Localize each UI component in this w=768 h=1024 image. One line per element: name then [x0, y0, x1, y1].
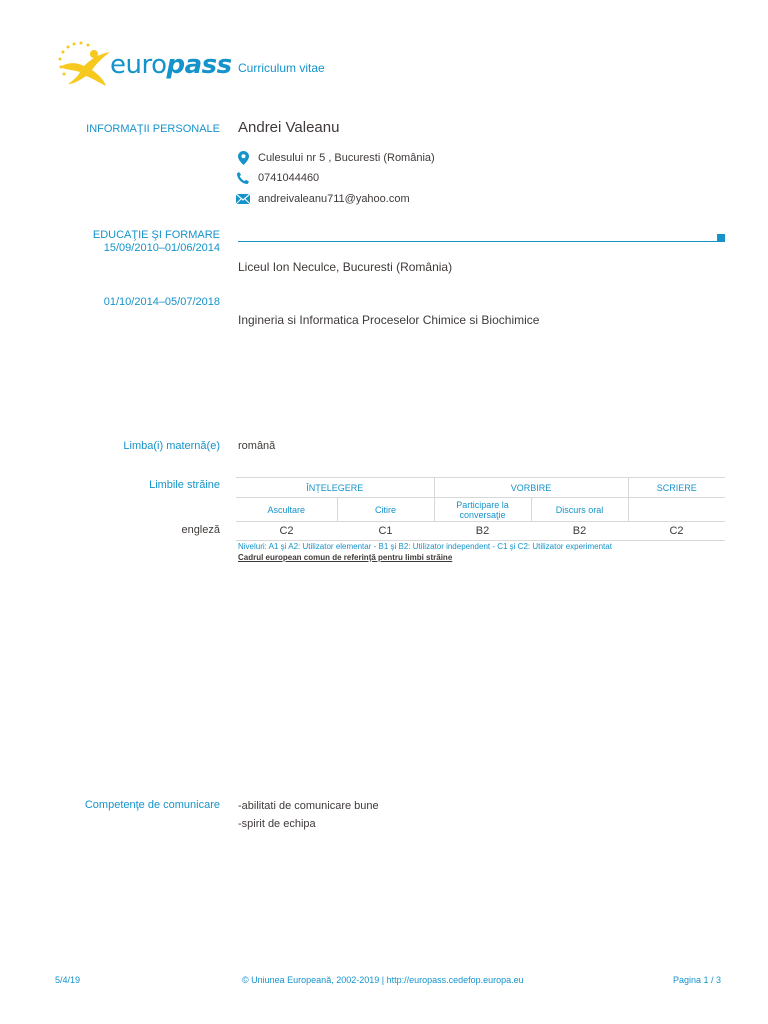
phone-text: 0741044460	[258, 172, 320, 184]
language-table	[236, 477, 725, 541]
location-pin-icon	[236, 151, 250, 165]
sub-header-production: Discurs oral	[531, 498, 628, 522]
person-name: Andrei Valeanu	[238, 119, 340, 136]
language-sub-header-row	[236, 498, 725, 522]
document-title: Curriculum vitae	[238, 61, 325, 75]
mother-tongue-value: română	[238, 440, 276, 452]
education-dates-1: 15/09/2010–01/06/2014	[103, 242, 220, 254]
address-text: Culesului nr 5 , Bucuresti (România)	[258, 152, 435, 164]
sub-header-writing	[628, 498, 725, 522]
mother-tongue-label: Limba(i) maternă(e)	[123, 440, 220, 452]
footer-date: 5/4/19	[55, 975, 81, 985]
level-interaction: B2	[434, 522, 531, 541]
education-title-1: Liceul Ion Neculce, Bucuresti (România)	[238, 260, 453, 274]
phone-row	[236, 171, 319, 185]
sub-header-interaction: Participare la conversaţie	[434, 498, 531, 522]
address-row	[236, 151, 435, 165]
sub-header-listening: Ascultare	[236, 498, 337, 522]
footer-page-number: Pagina 1 / 3	[672, 975, 721, 985]
communication-item-2: -spirit de echipa	[238, 818, 316, 830]
personal-info-label: INFORMAŢII PERSONALE	[86, 123, 220, 135]
level-writing: C2	[628, 522, 725, 541]
europass-wordmark	[110, 50, 232, 80]
group-header-speaking: VORBIRE	[434, 478, 628, 498]
education-divider-marker	[717, 234, 725, 242]
email-row	[236, 192, 410, 206]
group-header-understanding: ÎNȚELEGERE	[236, 478, 434, 498]
language-name: engleză	[181, 524, 220, 536]
language-row	[236, 522, 725, 541]
education-title-2: Ingineria si Informatica Proceselor Chimice si Biochimice	[238, 313, 540, 327]
level-production: B2	[531, 522, 628, 541]
europass-logo	[54, 40, 232, 90]
level-listening: C2	[236, 522, 337, 541]
education-label: EDUCAŢIE ŞI FORMARE	[92, 229, 220, 241]
phone-icon	[236, 171, 250, 185]
framework-link[interactable]: Cadrul european comun de referinţă pentru limbi străine	[238, 553, 453, 562]
language-group-header-row	[236, 478, 725, 498]
logo-word-light: euro	[110, 50, 167, 80]
sub-header-reading: Citire	[337, 498, 434, 522]
group-header-writing: SCRIERE	[628, 478, 725, 498]
education-divider	[238, 241, 717, 242]
levels-note: Niveluri: A1 şi A2: Utilizator elementar - B1 şi B2: Utilizator independent - C1 şi C2: Utilizator experimentat	[238, 542, 612, 551]
communication-label: Competenţe de comunicare	[84, 799, 220, 811]
foreign-languages-label: Limbile străine	[149, 479, 220, 491]
email-icon	[236, 192, 250, 206]
communication-item-1: -abilitati de comunicare bune	[238, 800, 379, 812]
level-reading: C1	[337, 522, 434, 541]
email-text[interactable]: andreivaleanu711@yahoo.com	[258, 193, 410, 205]
education-dates-2: 01/10/2014–05/07/2018	[103, 296, 220, 308]
logo-word-bold: pass	[166, 50, 232, 80]
footer-copyright[interactable]: © Uniunea Europeană, 2002-2019 | http://europass.cedefop.europa.eu	[242, 975, 524, 985]
